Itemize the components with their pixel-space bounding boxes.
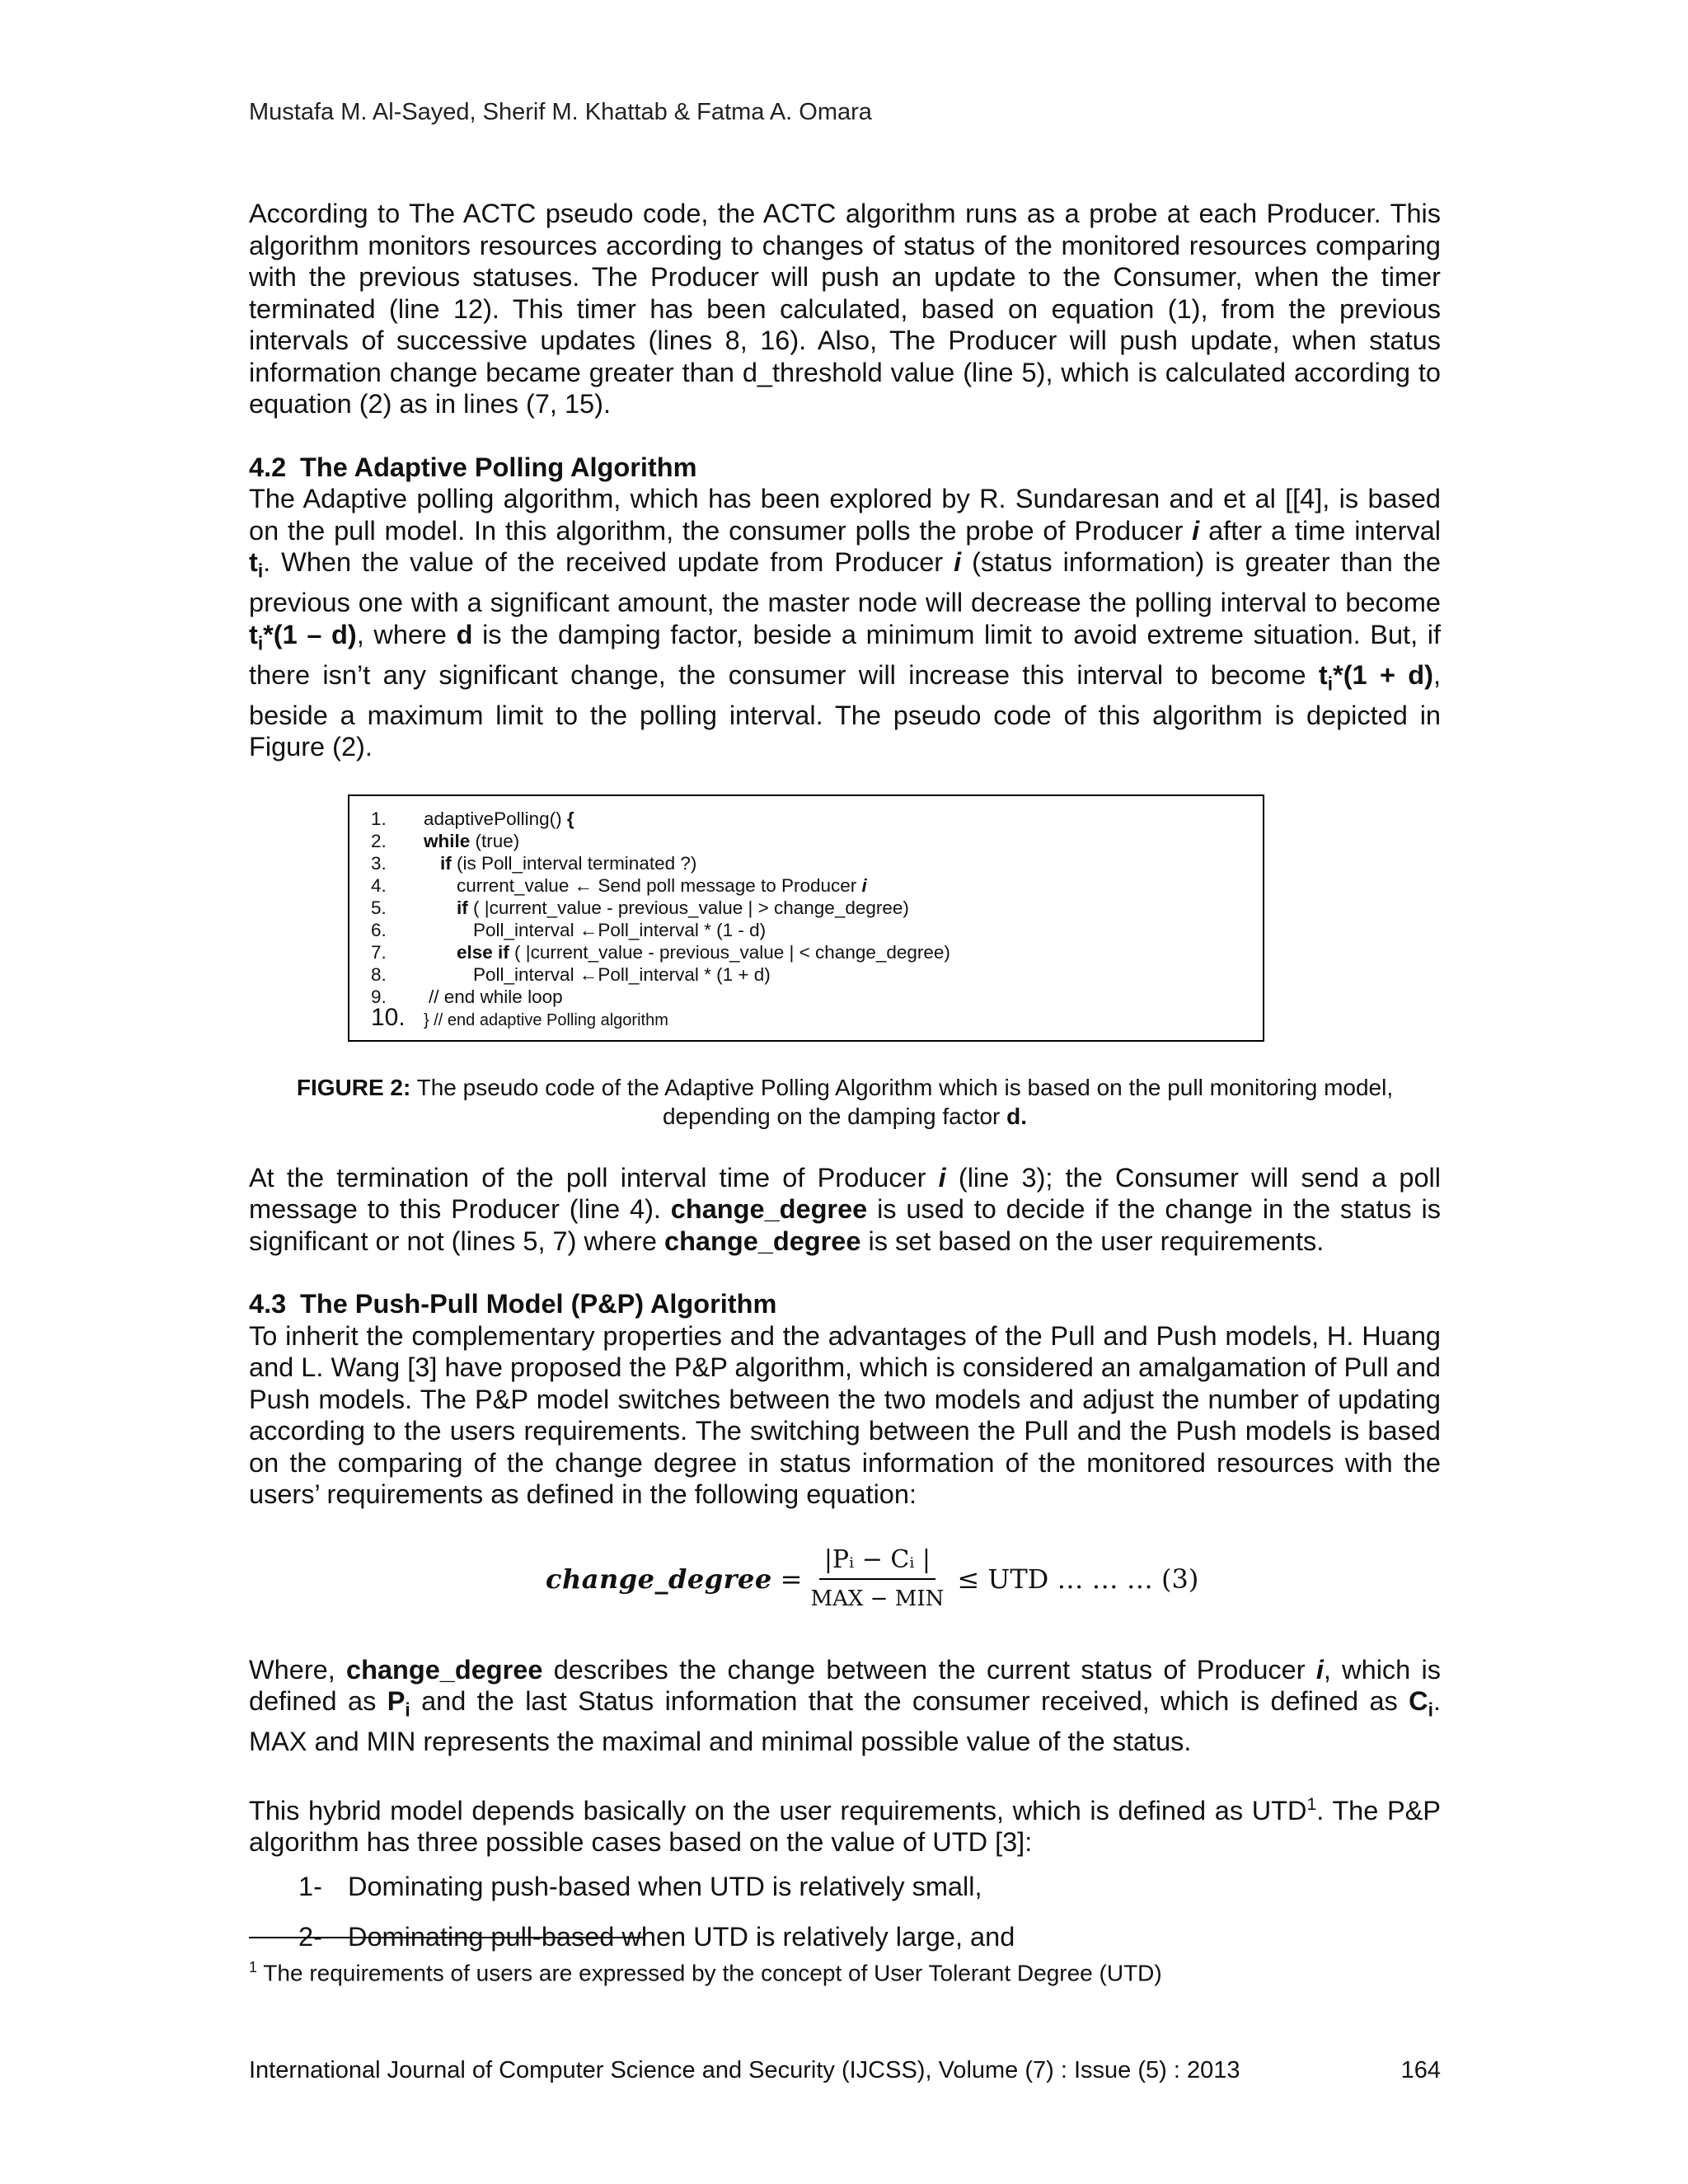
- left-arrow-icon: ←: [574, 874, 593, 896]
- code-line: 6. Poll_interval ←Poll_interval * (1 - d): [371, 919, 767, 940]
- left-arrow-icon: ←: [579, 919, 598, 940]
- footnote-divider: [249, 1937, 645, 1938]
- code-line: 8. Poll_interval ←Poll_interval * (1 + d): [371, 963, 771, 985]
- equation-change-degree: [546, 1545, 1441, 1615]
- code-line: 10. } // end adaptive Polling algorithm: [371, 1003, 668, 1031]
- figure-caption: FIGURE 2: The pseudo code of the Adaptive Polling Algorithm which is based on the pull monitoring model, depending on the damping factor d.: [296, 1074, 1394, 1129]
- section-title: The Push-Pull Model (P&P) Algorithm: [300, 1289, 777, 1319]
- code-line: 9. // end while loop: [371, 986, 563, 1007]
- paragraph-hybrid: This hybrid model depends basically on the user requirements, which is defined as UTD$^1$. The P&P algorithm has three possible cases based on the value of UTD [3]:: [249, 1794, 1441, 1857]
- code-line: 3. if (is Poll_interval terminated ?): [371, 852, 697, 874]
- code-line: 2. while (true): [371, 830, 520, 851]
- page-footer: [249, 2057, 1441, 2084]
- equation-equals: =: [780, 1563, 803, 1596]
- equation-lhs: change_degree: [546, 1563, 772, 1596]
- list-item: 2- Dominating pull-based when UTD is relatively large, and: [298, 1921, 1015, 1952]
- journal-info: International Journal of Computer Science and Security (IJCSS), Volume (7) : Issue (5) : 2013: [249, 2057, 1240, 2083]
- section-number: 4.2: [249, 452, 287, 482]
- running-header: Mustafa M. Al-Sayed, Sherif M. Khattab & Fatma A. Omara: [249, 99, 872, 125]
- code-line: 5. if ( |current_value - previous_value | > change_degree): [371, 897, 909, 918]
- equation-denominator: MAX − MIN: [810, 1586, 945, 1611]
- main-content: [249, 198, 1441, 1971]
- paragraph-actc: According to The ACTC pseudo code, the ACTC algorithm runs as a probe at each Producer. This algorithm monitors resources according to changes of status of the monitored resources comparing with the previous statuses. The Producer will push an update to the Consumer, when the timer terminated (line 12). This timer has been calculated, based on equation (1), from the previous intervals of successive updates (lines 8, 16). Also, The Producer will push update, when status information change became greater than d_threshold value (line 5), which is calculated according to equation (2) as in lines (7, 15).: [249, 199, 1441, 419]
- section-4-2-heading: [249, 452, 1441, 484]
- left-arrow-icon: ←: [579, 963, 598, 985]
- section-4-3-heading: [249, 1288, 1441, 1320]
- equation-numerator: |Pᵢ − Cᵢ |: [819, 1544, 935, 1580]
- section-title: The Adaptive Polling Algorithm: [300, 452, 697, 482]
- pseudo-code-box: [348, 794, 1264, 1042]
- section-number: 4.3: [249, 1289, 287, 1319]
- code-line: 4. current_value ← Send poll message to Producer i: [371, 874, 867, 896]
- equation-fraction: [810, 1544, 944, 1615]
- paragraph-where: Where, change_degree describes the change between the current status of Producer i, which is defined as $P_i$ and the last Status information that the consumer received, which is defined as $C_i$. MAX and MIN represents the maximal and minimal possible value of the status.: [249, 1654, 1441, 1756]
- paragraph-termination: At the termination of the poll interval time of Producer i (line 3); the Consumer will send a poll message to this Producer (line 4). change_degree is used to decide if the change in the status is significant or not (lines 5, 7) where change_degree is set based on the user requirements.: [249, 1162, 1441, 1256]
- code-line: 1. adaptivePolling() {: [371, 808, 574, 829]
- page-number: 164: [1400, 2057, 1441, 2083]
- paragraph-push-pull: To inherit the complementary properties and the advantages of the Pull and Push models, H. Huang and L. Wang [3] have proposed the P&P algorithm, which is considered an amalgamation of Pull and Push models. The P&P model switches between the two models and adjust the number of updating according to the users requirements. The switching between the Pull and the Push models is based on the comparing of the change degree in status information of the monitored resources with the users’ requirements as defined in the following equation:: [249, 1320, 1441, 1509]
- paragraph-adaptive-polling: The Adaptive polling algorithm, which has been explored by R. Sundaresan and et al [[4], is based on the pull model. In this algorithm, the consumer polls the probe of Producer i after a time interval $t_i$. When the value of the received update from Producer i (status information) is greater than the previous one with a significant amount, the master node will decrease the polling interval to become $t_i*(1 - d)$, where d is the damping factor, beside a minimum limit to avoid extreme situation. But, if there isn’t any significant change, the consumer will increase this interval to become $t_i*(1 + d)$, beside a maximum limit to the polling interval. The pseudo code of this algorithm is depicted in Figure (2).: [249, 484, 1442, 762]
- equation-rhs: ≤ UTD … … … (3): [957, 1563, 1199, 1596]
- footnote: $^1$ The requirements of users are expressed by the concept of User Tolerant Degree (UTD): [249, 1959, 1162, 1986]
- cases-list: [298, 1871, 1441, 1952]
- code-line: 7. else if ( |current_value - previous_value | < change_degree): [371, 941, 950, 963]
- list-item: 1- Dominating push-based when UTD is relatively small,: [298, 1872, 982, 1902]
